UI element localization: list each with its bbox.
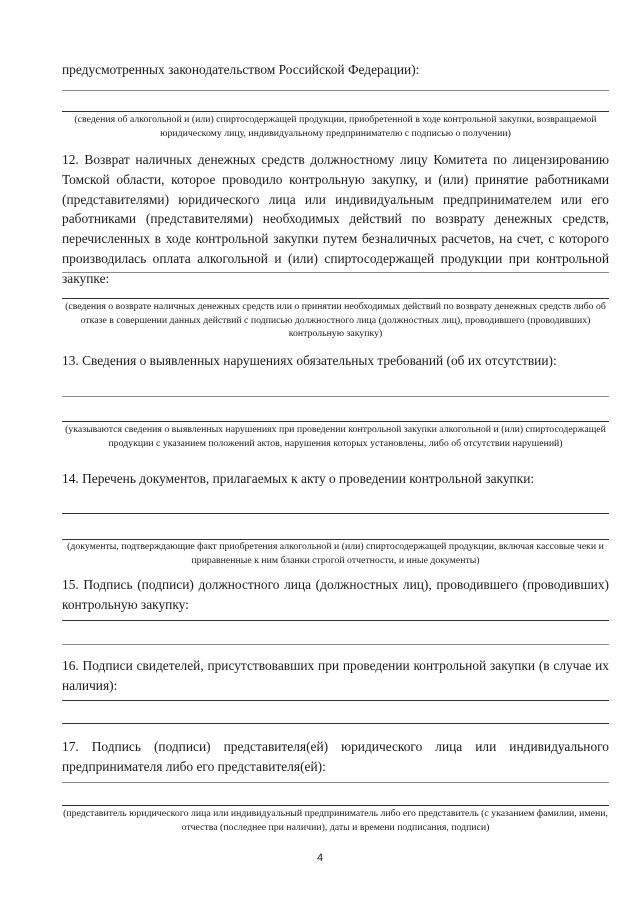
- fill-line: [62, 513, 609, 514]
- fill-line: [62, 782, 609, 783]
- item-13-text: 13. Сведения о выявленных нарушениях обязательных требований (об их отсутствии):: [62, 353, 557, 368]
- fill-line: [62, 396, 609, 397]
- fill-line: [62, 805, 609, 806]
- note-returned-products: (сведения об алкогольной и (или) спиртосодержащей продукции, приобретенной в ходе контрольной закупки, возвращаемой юридическому лицу, индивидуальному предпринимателю с подписью о получении): [74, 114, 597, 139]
- note-violations: (указываются сведения о выявленных нарушениях при проведении контрольной закупки алкогольной и (или) спиртосодержащей продукции с указанием положений актов, нарушения которых установлены, либо об отсутствии нарушений): [65, 424, 606, 449]
- note-money-return: (сведения о возврате наличных денежных средств или о принятии необходимых действий по возврату денежных средств либо об отказе в совершении данных действий с подписью должностного лица (должностных лиц), проводившего (проводивших) контрольную закупку): [65, 301, 606, 339]
- item-17-text: 17. Подпись (подписи) представителя(ей) юридического лица или индивидуального предпринимателя либо его представителя(ей):: [62, 739, 609, 774]
- intro-line: предусмотренных законодательством Российской Федерации):: [62, 62, 420, 77]
- fill-line: [62, 421, 609, 422]
- item-14-text: 14. Перечень документов, прилагаемых к акту о проведении контрольной закупки:: [62, 471, 535, 486]
- fill-line: [62, 272, 609, 273]
- note-representative: (представитель юридического лица или индивидуальный предприниматель либо его представитель (с указанием фамилии, имени, отчества (последнее при наличии), даты и времени подписания, подписи): [63, 808, 608, 833]
- fill-line: [62, 700, 609, 701]
- page-number: 4: [316, 852, 324, 864]
- item-16-text: 16. Подписи свидетелей, присутствовавших при проведении контрольной закупки (в случае их наличия):: [62, 658, 609, 693]
- item-15-text: 15. Подпись (подписи) должностного лица (должностных лиц), проводившего (проводивших) контрольную закупку:: [62, 577, 609, 612]
- fill-line: [62, 620, 609, 621]
- fill-line: [62, 111, 609, 112]
- item-12-text: 12. Возврат наличных денежных средств должностному лицу Комитета по лицензированию Томской области, которое проводило контрольную закупку, и (или) принятие работниками (представителями) юридического лица или индивидуальным предпринимателем или его работниками (представителями) необходимых действий по возврату денежных средств, перечисленных в ходе контрольной закупки путем безналичных расчетов, на счет, с которого производилась оплата алкогольной и (или) спиртосодержащей продукции при контрольной закупке:: [62, 152, 609, 286]
- fill-line: [62, 723, 609, 724]
- fill-line: [62, 90, 609, 91]
- fill-line: [62, 644, 609, 645]
- note-documents: (документы, подтверждающие факт приобретения алкогольной и (или) спиртосодержащей продукции, включая кассовые чеки и приравненные к ним бланки строгой отчетности, и иные документы): [67, 541, 604, 566]
- fill-line: [62, 298, 609, 299]
